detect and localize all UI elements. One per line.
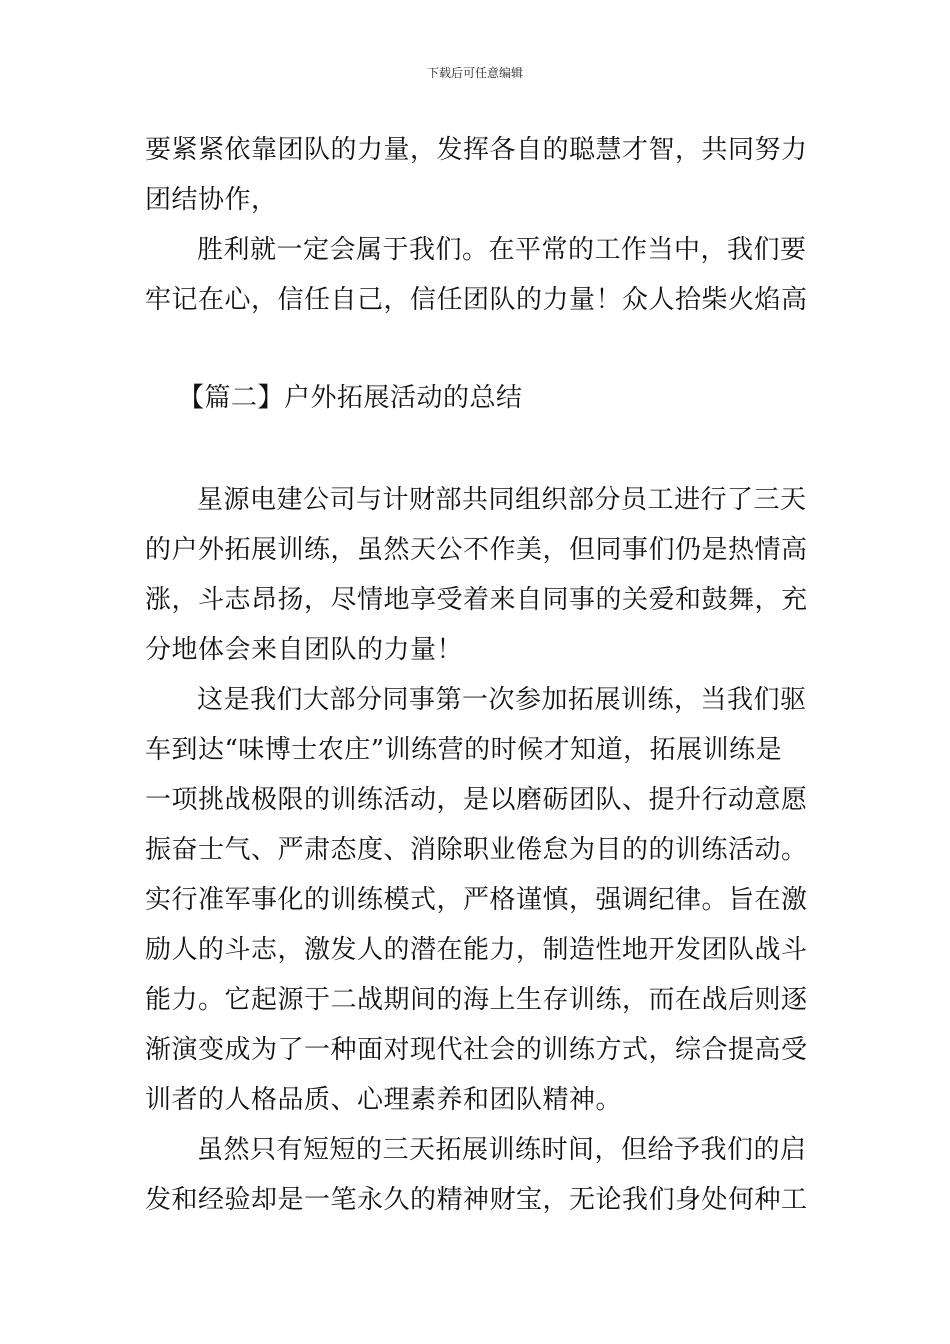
- paragraph-line: 能力。它起源于二战期间的海上生存训练，而在战后则逐: [145, 985, 808, 1015]
- paragraph-line: 振奋士气、严肃态度、消除职业倦怠为目的的训练活动。: [145, 835, 808, 865]
- paragraph-line: 团结协作，: [145, 185, 278, 215]
- paragraph-line: 星源电建公司与计财部共同组织部分员工进行了三天: [197, 485, 807, 515]
- paragraph-line: 牢记在心，信任自己，信任团队的力量！众人拾柴火焰高: [145, 285, 808, 315]
- paragraph-line: 要紧紧依靠团队的力量，发挥各自的聪慧才智，共同努力: [145, 135, 808, 165]
- page-header: 下载后可任意编辑: [426, 66, 523, 80]
- paragraph-line: 虽然只有短短的三天拓展训练时间，但给予我们的启: [197, 1135, 807, 1165]
- paragraph-line: 励人的斗志，激发人的潜在能力，制造性地开发团队战斗: [145, 935, 808, 965]
- paragraph-line: 涨，斗志昂扬，尽情地享受着来自同事的关爱和鼓舞，充: [145, 585, 808, 615]
- paragraph-line: 实行准军事化的训练模式，严格谨慎，强调纪律。旨在激: [145, 885, 808, 915]
- paragraph-line: 渐演变成为了一种面对现代社会的训练方式，综合提高受: [145, 1035, 808, 1065]
- paragraph-line: 车到达“味博士农庄”训练营的时候才知道，拓展训练是: [145, 735, 783, 765]
- paragraph-line: 这是我们大部分同事第一次参加拓展训练，当我们驱: [197, 685, 807, 715]
- paragraph-line: 分地体会来自团队的力量！: [145, 635, 464, 665]
- paragraph-line: 发和经验却是一笔永久的精神财宝，无论我们身处何种工: [145, 1185, 808, 1215]
- paragraph-line: 胜利就一定会属于我们。在平常的工作当中，我们要: [197, 235, 807, 265]
- paragraph-line: 训者的人格品质、心理素养和团队精神。: [145, 1085, 623, 1115]
- paragraph-line: 一项挑战极限的训练活动，是以磨砺团队、提升行动意愿: [145, 785, 808, 815]
- paragraph-line: 的户外拓展训练，虽然天公不作美，但同事们仍是热情高: [145, 535, 808, 565]
- section-heading: 【篇二】户外拓展活动的总结: [178, 383, 523, 413]
